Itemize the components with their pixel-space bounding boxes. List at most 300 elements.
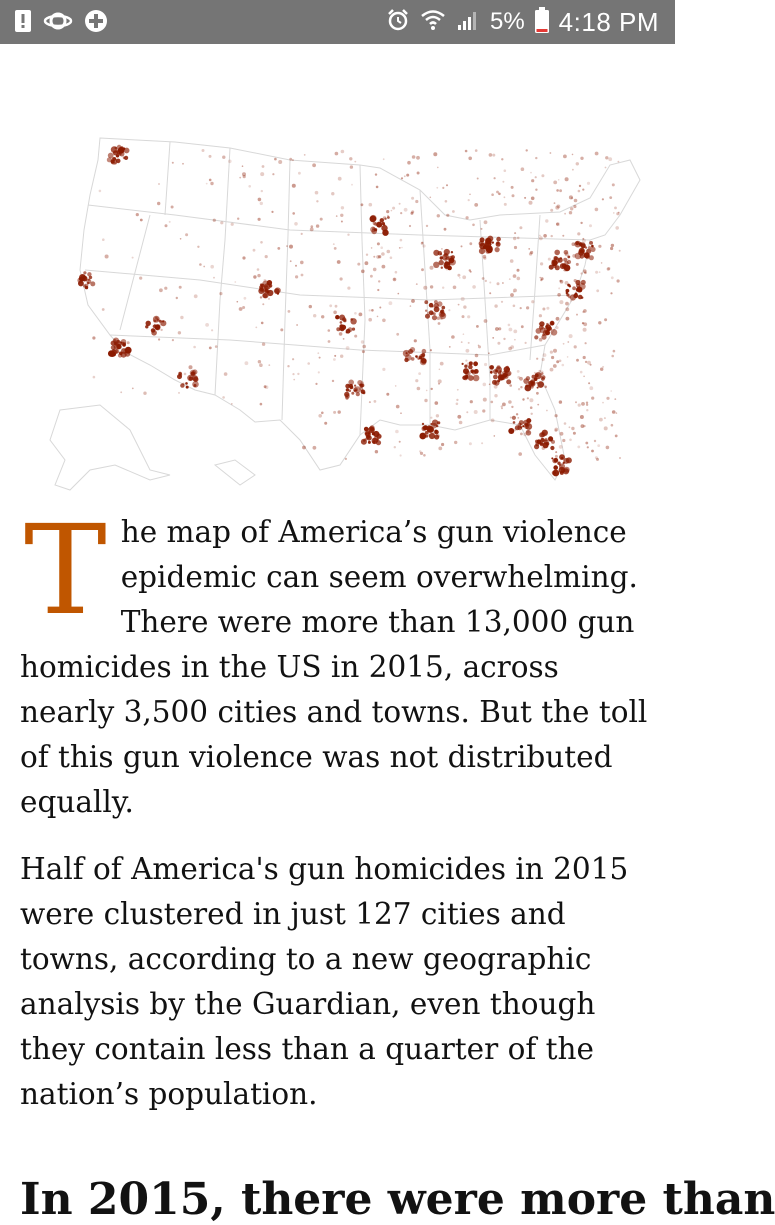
map-dot — [569, 195, 573, 199]
map-dot — [438, 447, 442, 451]
map-dot — [209, 347, 212, 350]
map-dot — [569, 426, 571, 428]
map-dot — [595, 152, 599, 156]
map-dot — [513, 421, 516, 424]
map-dot — [222, 396, 225, 399]
map-dot — [530, 251, 533, 254]
map-dot — [116, 154, 119, 157]
map-dot — [469, 442, 472, 445]
map-dot — [160, 329, 162, 331]
map-dot — [539, 370, 542, 373]
map-dot — [510, 259, 514, 263]
map-dot — [437, 167, 439, 169]
map-dot — [570, 207, 573, 210]
map-dot — [433, 250, 439, 256]
map-dot — [539, 442, 542, 445]
map-dot — [540, 262, 543, 265]
map-dot — [438, 379, 442, 383]
map-dot — [511, 406, 513, 408]
map-dot — [431, 388, 433, 390]
map-dot — [562, 439, 565, 442]
map-dot — [531, 197, 535, 201]
map-dot — [610, 292, 612, 294]
map-dot — [575, 280, 580, 285]
map-dot — [387, 250, 391, 254]
map-dot — [178, 392, 180, 394]
map-dot — [451, 335, 455, 339]
map-dot — [289, 245, 293, 249]
map-dot — [452, 210, 455, 213]
map-dot — [565, 302, 569, 306]
map-dot — [574, 199, 578, 203]
map-dot — [422, 423, 424, 425]
map-dot — [605, 156, 608, 159]
map-dot — [350, 165, 353, 168]
map-dot — [301, 233, 303, 235]
map-dot — [519, 226, 522, 229]
map-dot — [542, 333, 545, 336]
map-dot — [614, 398, 616, 400]
map-dot — [293, 379, 295, 381]
map-dot — [535, 189, 537, 191]
map-dot — [544, 386, 547, 389]
map-dot — [381, 252, 385, 256]
map-dot — [88, 279, 90, 281]
map-dot — [534, 335, 538, 339]
map-dot — [318, 371, 320, 373]
map-dot — [501, 158, 503, 160]
map-dot — [257, 268, 260, 271]
map-dot — [219, 292, 222, 295]
map-dot — [591, 450, 594, 453]
map-dot — [587, 182, 590, 185]
map-dot — [401, 177, 403, 179]
map-dot — [530, 406, 533, 409]
map-dot — [184, 373, 187, 376]
map-dot — [262, 343, 265, 346]
map-dot — [583, 322, 587, 326]
map-dot — [566, 293, 569, 296]
map-dot — [519, 420, 524, 425]
map-dot — [482, 277, 485, 280]
map-dot — [465, 150, 468, 153]
clock: 4:18 PM — [558, 6, 659, 37]
us-map-svg — [0, 120, 675, 500]
map-dot — [601, 262, 603, 264]
map-dot — [484, 220, 488, 224]
map-dot — [523, 378, 529, 384]
map-dot — [145, 325, 148, 328]
map-dot — [602, 366, 604, 368]
map-dot — [396, 333, 399, 336]
map-dot — [185, 382, 188, 385]
map-dot — [424, 399, 427, 402]
map-dot — [228, 160, 232, 164]
map-dot — [361, 390, 365, 394]
map-dot — [576, 314, 578, 316]
map-dot — [426, 225, 428, 227]
map-dot — [99, 190, 102, 193]
map-dot — [260, 296, 262, 298]
map-dot — [550, 321, 555, 326]
map-dot — [169, 221, 171, 223]
map-dot — [368, 318, 372, 322]
map-dot — [587, 446, 589, 448]
map-dot — [604, 417, 606, 419]
map-dot — [259, 285, 263, 289]
map-dot — [155, 325, 161, 331]
map-dot — [444, 253, 448, 257]
map-dot — [504, 169, 507, 172]
map-dot — [465, 371, 471, 377]
map-dot — [564, 250, 569, 255]
map-dot — [396, 405, 400, 409]
map-dot — [139, 277, 142, 280]
map-dot — [469, 269, 471, 271]
map-dot — [539, 314, 542, 317]
map-dot — [352, 328, 355, 331]
map-dot — [564, 422, 567, 425]
map-dot — [543, 353, 547, 357]
map-dot — [430, 417, 432, 419]
map-dot — [492, 241, 494, 243]
map-dot — [340, 214, 343, 217]
map-dot — [185, 233, 188, 236]
map-dot — [289, 158, 292, 161]
map-dot — [489, 365, 493, 369]
map-dot — [430, 349, 432, 351]
map-dot — [545, 219, 548, 222]
map-dot — [472, 285, 476, 289]
status-right — [386, 0, 659, 44]
map-dot — [231, 403, 233, 405]
map-dot — [478, 345, 481, 348]
map-dot — [466, 411, 468, 413]
map-dot — [213, 219, 216, 222]
map-dot — [265, 255, 268, 258]
map-dot — [557, 293, 561, 297]
map-dot — [194, 384, 197, 387]
map-dot — [564, 213, 566, 215]
map-dot — [442, 287, 444, 289]
alarm-icon — [386, 8, 410, 37]
map-dot — [392, 207, 395, 210]
map-dot — [570, 294, 576, 300]
map-dot — [311, 225, 314, 228]
map-dot — [586, 409, 588, 411]
map-dot — [539, 235, 541, 237]
map-dot — [370, 425, 375, 430]
map-dot — [536, 392, 539, 395]
map-dot — [345, 384, 350, 389]
map-dot — [220, 221, 223, 224]
map-dot — [377, 289, 379, 291]
map-dot — [509, 278, 511, 280]
map-dot — [572, 286, 576, 290]
map-dot — [472, 224, 475, 227]
map-dot — [429, 310, 434, 315]
map-dot — [585, 361, 587, 363]
map-dot — [371, 309, 374, 312]
map-dot — [457, 274, 460, 277]
map-dot — [509, 328, 513, 332]
map-dot — [484, 363, 487, 366]
map-dot — [551, 235, 553, 237]
map-dot — [318, 414, 322, 418]
map-dot — [464, 365, 467, 368]
map-dot — [334, 247, 337, 250]
map-dot — [369, 401, 371, 403]
map-dot — [356, 392, 360, 396]
map-dot — [526, 418, 531, 423]
map-dot — [416, 355, 419, 358]
map-dot — [596, 289, 599, 292]
map-dot — [558, 179, 560, 181]
map-dot — [451, 251, 453, 253]
map-dot — [93, 376, 96, 379]
map-dot — [616, 412, 618, 414]
map-dot — [333, 243, 335, 245]
map-dot — [237, 218, 239, 220]
map-dot — [529, 398, 533, 402]
map-dot — [399, 247, 401, 249]
map-dot — [191, 371, 195, 375]
map-dot — [87, 272, 91, 276]
map-dot — [363, 440, 365, 442]
map-dot — [560, 257, 562, 259]
map-dot — [526, 306, 529, 309]
map-dot — [492, 154, 495, 157]
map-dot — [604, 426, 608, 430]
map-dot — [425, 314, 430, 319]
map-dot — [411, 299, 415, 303]
map-dot — [401, 247, 403, 249]
map-dot — [437, 317, 440, 320]
map-dot — [498, 327, 501, 330]
map-dot — [313, 314, 316, 317]
map-dot — [556, 189, 559, 192]
map-dot — [422, 349, 427, 354]
map-dot — [164, 287, 167, 290]
map-dot — [585, 342, 587, 344]
map-dot — [333, 358, 336, 361]
map-dot — [92, 336, 95, 339]
map-dot — [555, 414, 558, 417]
map-dot — [605, 167, 607, 169]
map-dot — [430, 266, 434, 270]
map-dot — [370, 216, 377, 223]
map-dot — [440, 362, 444, 366]
map-dot — [554, 202, 556, 204]
map-dot — [391, 210, 393, 212]
map-dot — [494, 177, 496, 179]
map-dot — [400, 212, 402, 214]
map-dot — [351, 184, 353, 186]
map-dot — [116, 344, 121, 349]
wifi-icon — [420, 8, 446, 37]
map-dot — [369, 203, 373, 207]
map-dot — [508, 428, 514, 434]
map-dot — [419, 450, 421, 452]
map-dot — [375, 173, 377, 175]
map-dot — [387, 216, 390, 219]
map-dot — [441, 309, 444, 312]
map-dot — [586, 402, 588, 404]
map-dot — [550, 209, 553, 212]
map-dot — [234, 281, 236, 283]
map-dot — [421, 268, 424, 271]
map-dot — [619, 250, 621, 252]
map-dot — [406, 174, 409, 177]
map-dot — [421, 353, 425, 357]
map-dot — [79, 274, 86, 281]
map-dot — [581, 402, 585, 406]
map-dot — [513, 305, 516, 308]
map-dot — [302, 446, 306, 450]
map-dot — [525, 342, 527, 344]
map-dot — [384, 218, 386, 220]
map-dot — [194, 294, 198, 298]
map-dot — [437, 214, 440, 217]
map-dot — [337, 260, 341, 264]
map-dot — [426, 390, 428, 392]
map-dot — [589, 241, 593, 245]
map-dot — [591, 397, 594, 400]
map-dot — [242, 256, 245, 259]
map-dot — [292, 159, 294, 161]
map-dot — [569, 211, 572, 214]
map-dot — [378, 280, 380, 282]
map-dot — [468, 199, 470, 201]
map-dot — [448, 258, 454, 264]
map-dot — [545, 330, 549, 334]
map-dot — [510, 293, 514, 297]
map-dot — [430, 285, 433, 288]
map-dot — [550, 446, 554, 450]
map-dot — [567, 356, 569, 358]
map-dot — [488, 352, 490, 354]
map-dot — [474, 203, 478, 207]
map-dot — [186, 386, 189, 389]
map-dot — [178, 331, 181, 334]
map-dot — [486, 247, 492, 253]
map-dot — [553, 364, 557, 368]
map-dot — [176, 297, 178, 299]
map-dot — [512, 194, 515, 197]
map-dot — [575, 401, 577, 403]
map-dot — [377, 316, 379, 318]
map-dot — [475, 354, 479, 358]
map-dot — [300, 261, 304, 265]
map-dot — [485, 280, 487, 282]
map-dot — [442, 187, 444, 189]
map-dot — [177, 374, 182, 379]
map-dot — [608, 157, 612, 161]
map-dot — [410, 305, 412, 307]
map-dot — [508, 324, 511, 327]
map-dot — [541, 277, 544, 280]
map-dot — [556, 317, 560, 321]
map-dot — [441, 248, 443, 250]
map-dot — [366, 254, 368, 256]
map-dot — [436, 187, 438, 189]
map-dot — [493, 375, 498, 380]
map-dot — [361, 203, 364, 206]
map-dot — [456, 399, 458, 401]
map-dot — [537, 404, 539, 406]
map-dot — [260, 202, 263, 205]
map-dot — [467, 315, 470, 318]
map-dot — [469, 194, 471, 196]
map-dot — [193, 377, 198, 382]
map-dot — [359, 384, 363, 388]
map-dot — [491, 401, 494, 404]
map-dot — [354, 161, 356, 163]
map-dot — [606, 397, 609, 400]
map-dot — [482, 409, 485, 412]
map-dot — [553, 181, 557, 185]
map-dot — [560, 432, 564, 436]
map-dot — [121, 342, 125, 346]
map-dot — [494, 380, 499, 385]
map-dot — [566, 317, 570, 321]
map-dot — [257, 274, 260, 277]
map-dot — [319, 357, 321, 359]
map-dot — [577, 446, 580, 449]
map-dot — [567, 341, 569, 343]
map-dot — [341, 221, 343, 223]
map-dot — [558, 287, 560, 289]
map-dot — [497, 365, 501, 369]
map-dot — [553, 349, 557, 353]
map-dot — [581, 272, 583, 274]
map-dot — [594, 440, 596, 442]
map-dot — [537, 387, 539, 389]
map-dot — [609, 196, 612, 199]
map-dot — [237, 301, 239, 303]
map-dot — [563, 155, 567, 159]
map-dot — [510, 417, 512, 419]
map-dot — [535, 372, 542, 379]
map-dot — [224, 372, 228, 376]
map-dot — [517, 237, 520, 240]
map-dot — [439, 260, 444, 265]
map-dot — [172, 162, 174, 164]
map-dot — [344, 392, 349, 397]
map-dot — [613, 350, 616, 353]
map-dot — [555, 451, 557, 453]
map-dot — [567, 256, 570, 259]
map-dot — [123, 156, 126, 159]
map-dot — [489, 384, 491, 386]
map-dot — [535, 176, 537, 178]
map-dot — [595, 456, 598, 459]
map-dot — [248, 185, 251, 188]
map-dot — [569, 439, 572, 442]
map-dot — [517, 376, 520, 379]
map-dot — [245, 361, 249, 365]
map-dot — [222, 156, 225, 159]
map-dot — [566, 457, 572, 463]
map-dot — [618, 212, 620, 214]
map-dot — [582, 311, 584, 313]
map-dot — [546, 442, 550, 446]
map-dot — [531, 179, 534, 182]
map-dot — [345, 458, 347, 460]
map-dot — [370, 275, 373, 278]
map-dot — [434, 300, 438, 304]
map-dot — [444, 228, 447, 231]
